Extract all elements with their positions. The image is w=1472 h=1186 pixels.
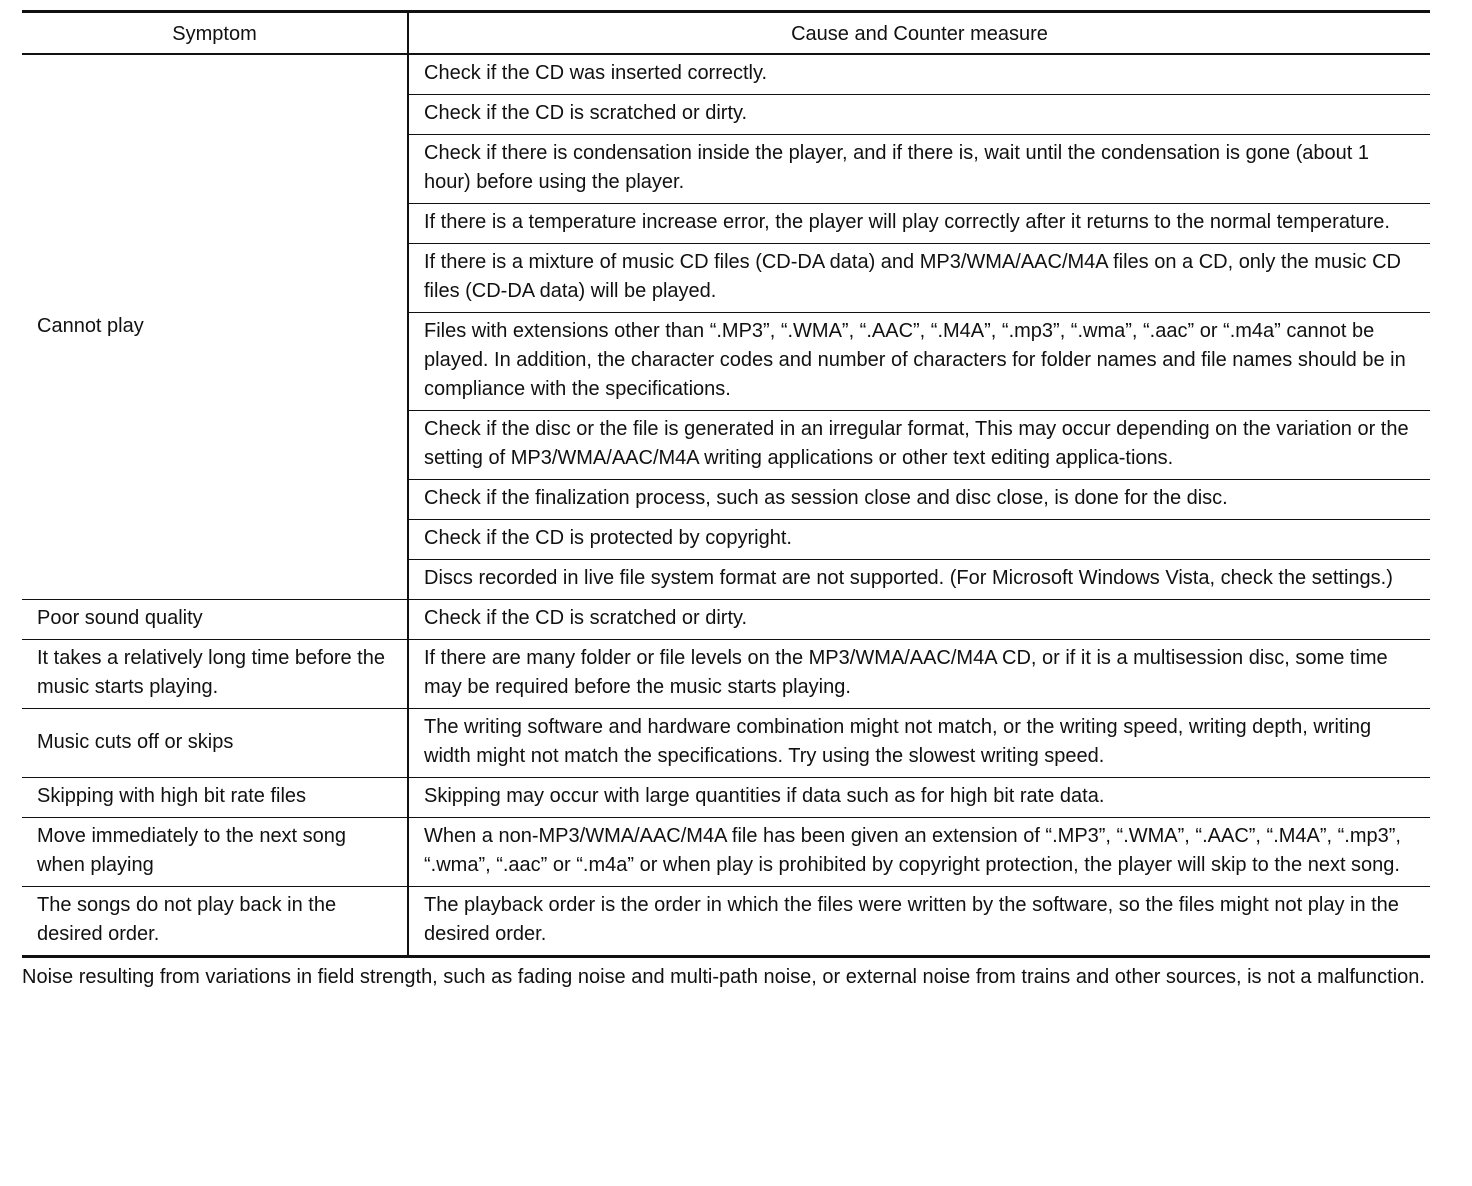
symptom-header: Symptom [22, 12, 408, 55]
symptom-cell: Poor sound quality [22, 600, 408, 640]
cause-cell: Check if the finalization process, such as session close and disc close, is done for the disc. [408, 480, 1430, 520]
symptom-cell: Skipping with high bit rate files [22, 778, 408, 818]
troubleshooting-document [22, 10, 1430, 992]
cause-cell: Check if the disc or the file is generated in an irregular format, This may occur depending on the variation or the setting of MP3/WMA/AAC/M4A writing applications or other text editing applica-tions. [408, 411, 1430, 480]
symptom-cell: The songs do not play back in the desired order. [37, 894, 337, 945]
table-row [22, 709, 1430, 778]
cause-cell: Check if there is condensation inside the player, and if there is, wait until the condensation is gone (about 1 hour) before using the player. [408, 135, 1430, 204]
table-row [22, 640, 1430, 709]
symptom-cell: It takes a relatively long time before the music starts playing. [22, 640, 408, 709]
cause-cell: When a non-MP3/WMA/AAC/M4A file has been given an extension of “.MP3”, “.WMA”, “.AAC”, “.M4A”, “.mp3”, “.wma”, “.aac” or “.m4a” or when play is prohibited by copyright protection, the player will skip to the next song. [408, 818, 1430, 887]
cause-cell: If there is a temperature increase error, the player will play correctly after it returns to the normal temperature. [408, 204, 1430, 244]
troubleshooting-table [22, 10, 1430, 958]
footnote: Noise resulting from variations in field strength, such as fading noise and multi-path noise, or external noise from trains and other sources, is not a malfunction. [22, 966, 1425, 988]
cause-cell: The writing software and hardware combination might not match, or the writing speed, writing depth, writing width might not match the specifications. Try using the slowest writing speed. [408, 709, 1430, 778]
cause-cell: Check if the CD was inserted correctly. [408, 54, 1430, 95]
cause-cell: Check if the CD is protected by copyright. [408, 520, 1430, 560]
table-row [22, 54, 1430, 95]
cause-cell: The playback order is the order in which the files were written by the software, so the files might not play in the desired order. [408, 887, 1430, 957]
cause-cell: Discs recorded in live file system format are not supported. (For Microsoft Windows Vista, check the settings.) [408, 560, 1430, 600]
symptom-cell: Music cuts off or skips [22, 709, 408, 778]
symptom-cell: Move immediately to the next song when playing [22, 818, 408, 887]
table-row [22, 600, 1430, 640]
cause-cell: If there are many folder or file levels on the MP3/WMA/AAC/M4A CD, or if it is a multisession disc, some time may be required before the music starts playing. [408, 640, 1430, 709]
table-row [22, 778, 1430, 818]
cause-cell: Check if the CD is scratched or dirty. [408, 600, 1430, 640]
cause-cell: Files with extensions other than “.MP3”, “.WMA”, “.AAC”, “.M4A”, “.mp3”, “.wma”, “.aac” or “.m4a” cannot be played. In addition, the character codes and number of characters for folder names and file names should be in compliance with the specifications. [408, 313, 1430, 411]
symptom-cell: Cannot play [22, 54, 408, 600]
table-header-row [22, 12, 1430, 55]
table-row [22, 887, 1430, 957]
table-row [22, 818, 1430, 887]
cause-header: Cause and Counter measure [408, 12, 1430, 55]
cause-cell: Check if the CD is scratched or dirty. [408, 95, 1430, 135]
cause-cell: If there is a mixture of music CD files (CD-DA data) and MP3/WMA/AAC/M4A files on a CD, only the music CD files (CD-DA data) will be played. [408, 244, 1430, 313]
cause-cell: Skipping may occur with large quantities if data such as for high bit rate data. [408, 778, 1430, 818]
